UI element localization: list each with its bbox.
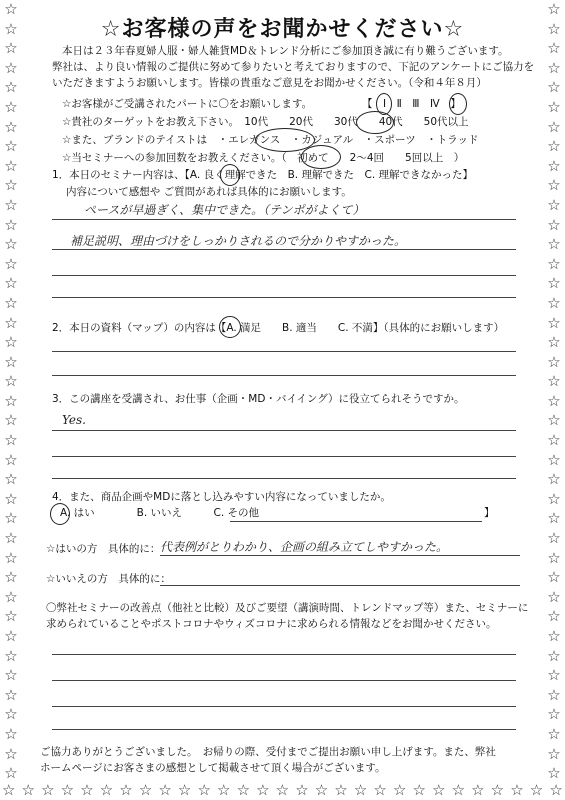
taste-question: ☆また、ブランドのテイストは ・エレガンス ・カジュアル ・スポーツ ・トラッド bbox=[62, 134, 479, 146]
answer-line bbox=[160, 555, 520, 556]
q4-yes-label: ☆はいの方 具体的に： bbox=[46, 543, 161, 555]
q4-close-bracket: 】 bbox=[484, 507, 495, 519]
q5-question-1: 〇弊社セミナーの改善点（他社と比較）及びご要望（講演時間、トレンドマップ等）また、セミナーに bbox=[46, 602, 529, 614]
answer-line bbox=[52, 297, 516, 298]
target-question: ☆貴社のターゲットをお教え下さい。 10代 20代 30代 40代 50代以上 bbox=[62, 116, 469, 128]
footer-line-2: ホームページにお客さまの感想として掲載させて頂く場合がございます。 bbox=[40, 762, 386, 774]
star-border-right: ☆ ☆ ☆ ☆ ☆ ☆ ☆ ☆ ☆ ☆ ☆ ☆ ☆ ☆ ☆ ☆ ☆ ☆ ☆ ☆ ☆ ☆ ☆ ☆ ☆ ☆ ☆ ☆ ☆ ☆ ☆ ☆ ☆ ☆ ☆ ☆ ☆ ☆ ☆ ☆ bbox=[547, 0, 561, 783]
answer-circle-q1-a bbox=[220, 164, 240, 186]
answer-line bbox=[52, 249, 516, 250]
answer-line bbox=[52, 275, 516, 276]
answer-line bbox=[52, 706, 516, 707]
answer-line bbox=[52, 478, 516, 479]
answer-line bbox=[230, 521, 482, 522]
answer-line bbox=[52, 680, 516, 681]
answer-line bbox=[52, 430, 516, 431]
answer-circle-q2-a bbox=[219, 316, 241, 338]
answer-circle-q4-a bbox=[50, 503, 70, 525]
q1-answer-1: ペースが早過ぎく、集中できた。（テンポがよくて） bbox=[84, 203, 365, 217]
q4-yes-answer: 代表例がとりわかり、企画の組み立てしやすかった。 bbox=[160, 540, 449, 554]
answer-circle-part-3 bbox=[449, 93, 467, 115]
q1-sub: 内容について感想や ご質問があれば具体的にお願いします。 bbox=[66, 186, 352, 198]
answer-circle-30s bbox=[356, 111, 394, 134]
count-question: ☆当セミナーへの参加回数をお教えください。（ 初めて 2～4回 5回以上 ） bbox=[62, 152, 465, 164]
star-border-left: ☆ ☆ ☆ ☆ ☆ ☆ ☆ ☆ ☆ ☆ ☆ ☆ ☆ ☆ ☆ ☆ ☆ ☆ ☆ ☆ ☆ ☆ ☆ ☆ ☆ ☆ ☆ ☆ ☆ ☆ ☆ ☆ ☆ ☆ ☆ ☆ ☆ ☆ ☆ ☆ bbox=[4, 0, 18, 783]
q3-question: 3．この講座を受講され、お仕事（企画・MD・バイイング）に役立てられそうですか。 bbox=[52, 393, 465, 405]
star-border-bottom: ☆ ☆ ☆ ☆ ☆ ☆ ☆ ☆ ☆ ☆ ☆ ☆ ☆ ☆ ☆ ☆ ☆ ☆ ☆ ☆ ☆ ☆ ☆ ☆ ☆ ☆ ☆ ☆ ☆ bbox=[2, 781, 563, 799]
q2-question: 2．本日の資料（マップ）の内容は【A. 満足 B. 適当 C. 不満】（具体的にお願いします） bbox=[52, 322, 505, 334]
page-title: ☆お客様の声をお聞かせください☆ bbox=[100, 17, 465, 42]
answer-line bbox=[160, 585, 520, 586]
part-question: ☆お客様がご受講されたパートに〇をお願いします。 bbox=[62, 98, 313, 110]
q5-question-2: 求められていることやポストコロナやウィズコロナに求められる情報などをお聞かせください。 bbox=[46, 618, 497, 630]
q4-question: 4．また、商品企画やMDに落とし込みやすい内容になっていましたか。 bbox=[52, 491, 391, 503]
intro-line-3: いただきますようお願いします。皆様の貴重なご意見をお聞かせください。（令和４年８月） bbox=[52, 77, 487, 89]
intro-line-1: 本日は２３年春夏婦人服・婦人雑貨MD＆トレンド分析にご参加頂き誠に有り難うございます。 bbox=[62, 45, 509, 57]
q1-answer-2: 補足説明、理由づけをしっかりされるので分かりやすかった。 bbox=[70, 234, 407, 248]
q4-no-label: ☆いいえの方 具体的に： bbox=[46, 573, 171, 585]
q3-answer: Yes. bbox=[62, 413, 86, 427]
answer-line bbox=[52, 654, 516, 655]
answer-line bbox=[52, 729, 516, 730]
part-options: 【 Ⅰ Ⅱ Ⅲ Ⅳ 】 bbox=[362, 98, 461, 110]
q4-options: A. はい B. いいえ C. その他 bbox=[60, 507, 260, 519]
answer-circle-first-time bbox=[301, 145, 341, 169]
answer-line bbox=[52, 375, 516, 376]
q1-question: 1．本日のセミナー内容は、【A. 良く理解できた B. 理解できた C. 理解できなかった】 bbox=[52, 169, 473, 181]
answer-line bbox=[52, 456, 516, 457]
answer-line bbox=[52, 351, 516, 352]
answer-line bbox=[52, 219, 516, 220]
footer-line-1: ご協力ありがとうございました。 お帰りの際、受付までご提出お願い申し上げます。また、弊社 bbox=[40, 746, 496, 758]
intro-line-2: 弊社は、より良い情報のご提供に努めて参りたいと考えておりますので、下記のアンケートにご協力を bbox=[52, 61, 535, 73]
